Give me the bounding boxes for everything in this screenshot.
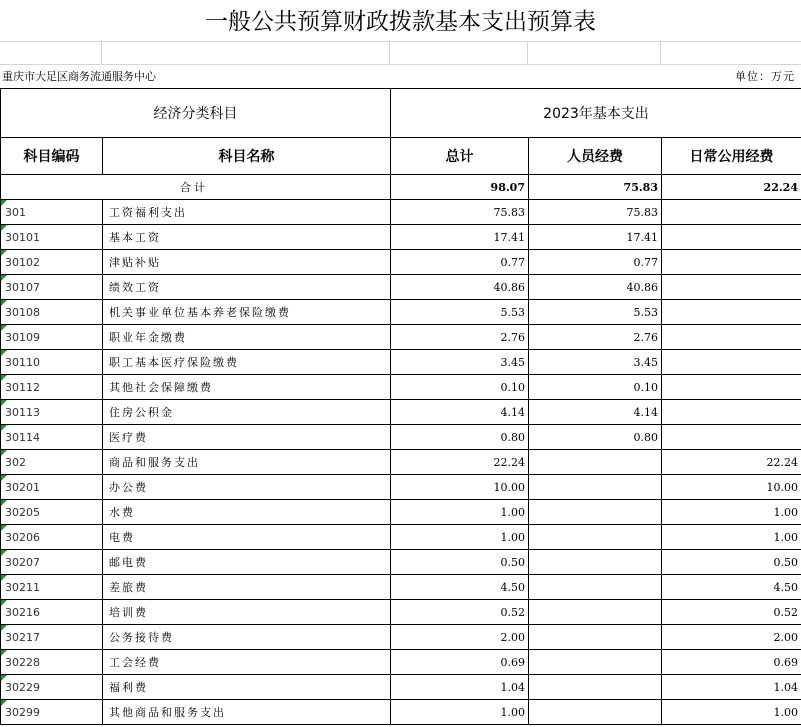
row-personnel-cell [529, 450, 662, 475]
row-daily-cell [662, 275, 801, 300]
row-personnel-cell: 75.83 [529, 200, 662, 225]
row-name-cell: 办公费 [103, 475, 391, 500]
code-col-header: 科目编码 [1, 138, 103, 175]
row-name-cell: 基本工资 [103, 225, 391, 250]
table-row [1, 200, 801, 225]
row-daily-cell: 2.00 [662, 625, 801, 650]
row-name-cell: 医疗费 [103, 425, 391, 450]
row-code-cell: 30217 [1, 625, 103, 650]
row-code-cell: 301 [1, 200, 103, 225]
row-daily-cell: 10.00 [662, 475, 801, 500]
table-row [1, 500, 801, 525]
header-row-2 [1, 138, 801, 175]
row-name-cell: 公务接待费 [103, 625, 391, 650]
row-total-cell: 4.50 [391, 575, 529, 600]
row-daily-cell: 0.52 [662, 600, 801, 625]
row-total-cell: 0.77 [391, 250, 529, 275]
table-row [1, 450, 801, 475]
row-daily-cell: 1.00 [662, 525, 801, 550]
row-personnel-cell: 0.80 [529, 425, 662, 450]
row-name-cell: 差旅费 [103, 575, 391, 600]
row-code-cell: 30228 [1, 650, 103, 675]
total-col-header: 总计 [391, 138, 529, 175]
table-row [1, 550, 801, 575]
total-personnel: 75.83 [529, 175, 662, 200]
row-daily-cell: 1.04 [662, 675, 801, 700]
row-personnel-cell [529, 575, 662, 600]
row-name-cell: 商品和服务支出 [103, 450, 391, 475]
row-code-cell: 30201 [1, 475, 103, 500]
row-code-cell: 30107 [1, 275, 103, 300]
row-name-cell: 水费 [103, 500, 391, 525]
row-personnel-cell [529, 550, 662, 575]
row-personnel-cell [529, 625, 662, 650]
row-name-cell: 住房公积金 [103, 400, 391, 425]
row-total-cell: 17.41 [391, 225, 529, 250]
row-name-cell: 电费 [103, 525, 391, 550]
row-code-cell: 30205 [1, 500, 103, 525]
table-row [1, 625, 801, 650]
row-name-cell: 职业年金缴费 [103, 325, 391, 350]
row-code-cell: 30102 [1, 250, 103, 275]
row-daily-cell [662, 225, 801, 250]
table-row [1, 250, 801, 275]
row-code-cell: 30113 [1, 400, 103, 425]
row-code-cell: 30229 [1, 675, 103, 700]
row-total-cell: 2.76 [391, 325, 529, 350]
row-personnel-cell [529, 675, 662, 700]
row-code-cell: 30207 [1, 550, 103, 575]
row-total-cell: 2.00 [391, 625, 529, 650]
row-daily-cell: 1.00 [662, 500, 801, 525]
econ-category-header: 经济分类科目 [1, 89, 391, 138]
row-name-cell: 福利费 [103, 675, 391, 700]
row-total-cell: 1.00 [391, 525, 529, 550]
row-daily-cell [662, 400, 801, 425]
row-total-cell: 0.69 [391, 650, 529, 675]
row-personnel-cell [529, 475, 662, 500]
table-row [1, 300, 801, 325]
table-row [1, 375, 801, 400]
row-name-cell: 绩效工资 [103, 275, 391, 300]
unit-row [0, 63, 801, 87]
row-total-cell: 40.86 [391, 275, 529, 300]
row-personnel-cell: 3.45 [529, 350, 662, 375]
table-row [1, 400, 801, 425]
row-total-cell: 4.14 [391, 400, 529, 425]
row-code-cell: 30110 [1, 350, 103, 375]
table-row [1, 675, 801, 700]
org-name: 重庆市大足区商务流通服务中心 [2, 70, 156, 83]
table-row [1, 225, 801, 250]
total-daily: 22.24 [662, 175, 801, 200]
row-code-cell: 302 [1, 450, 103, 475]
row-daily-cell: 1.00 [662, 700, 801, 725]
row-daily-cell [662, 375, 801, 400]
row-total-cell: 10.00 [391, 475, 529, 500]
row-personnel-cell: 0.77 [529, 250, 662, 275]
table-row [1, 275, 801, 300]
row-daily-cell [662, 350, 801, 375]
row-personnel-cell: 5.53 [529, 300, 662, 325]
row-daily-cell: 0.69 [662, 650, 801, 675]
row-name-cell: 邮电费 [103, 550, 391, 575]
row-daily-cell: 22.24 [662, 450, 801, 475]
row-total-cell: 1.00 [391, 700, 529, 725]
page-title: 一般公共预算财政拨款基本支出预算表 [205, 9, 596, 35]
row-personnel-cell [529, 500, 662, 525]
row-name-cell: 其他商品和服务支出 [103, 700, 391, 725]
personnel-col-header: 人员经费 [529, 138, 662, 175]
row-code-cell: 30114 [1, 425, 103, 450]
table-row [1, 600, 801, 625]
row-daily-cell [662, 250, 801, 275]
row-total-cell: 0.10 [391, 375, 529, 400]
unit-label: 单位：万元 [735, 70, 795, 83]
table-row [1, 350, 801, 375]
row-personnel-cell: 4.14 [529, 400, 662, 425]
row-daily-cell: 4.50 [662, 575, 801, 600]
budget-table [0, 88, 801, 725]
row-total-cell: 22.24 [391, 450, 529, 475]
row-code-cell: 30101 [1, 225, 103, 250]
row-code-cell: 30211 [1, 575, 103, 600]
row-total-cell: 1.04 [391, 675, 529, 700]
row-personnel-cell: 17.41 [529, 225, 662, 250]
row-code-cell: 30299 [1, 700, 103, 725]
row-total-cell: 75.83 [391, 200, 529, 225]
row-personnel-cell [529, 650, 662, 675]
name-col-header: 科目名称 [103, 138, 391, 175]
row-personnel-cell [529, 600, 662, 625]
row-name-cell: 机关事业单位基本养老保险缴费 [103, 300, 391, 325]
total-label: 合计 [1, 175, 391, 200]
row-name-cell: 工会经费 [103, 650, 391, 675]
table-row [1, 650, 801, 675]
row-code-cell: 30206 [1, 525, 103, 550]
row-name-cell: 职工基本医疗保险缴费 [103, 350, 391, 375]
row-total-cell: 0.80 [391, 425, 529, 450]
row-total-cell: 0.50 [391, 550, 529, 575]
row-daily-cell: 0.50 [662, 550, 801, 575]
table-row [1, 475, 801, 500]
total-row [1, 175, 801, 200]
row-personnel-cell: 2.76 [529, 325, 662, 350]
year-basic-header: 2023年基本支出 [391, 89, 801, 138]
row-total-cell: 3.45 [391, 350, 529, 375]
row-name-cell: 工资福利支出 [103, 200, 391, 225]
row-daily-cell [662, 300, 801, 325]
row-personnel-cell [529, 700, 662, 725]
header-row-1 [1, 89, 801, 138]
row-name-cell: 培训费 [103, 600, 391, 625]
total-sum: 98.07 [391, 175, 529, 200]
row-name-cell: 其他社会保障缴费 [103, 375, 391, 400]
row-code-cell: 30216 [1, 600, 103, 625]
daily-col-header: 日常公用经费 [662, 138, 801, 175]
row-daily-cell [662, 425, 801, 450]
row-name-cell: 津贴补贴 [103, 250, 391, 275]
table-row [1, 525, 801, 550]
row-code-cell: 30109 [1, 325, 103, 350]
row-personnel-cell: 40.86 [529, 275, 662, 300]
row-code-cell: 30112 [1, 375, 103, 400]
table-row [1, 700, 801, 725]
row-total-cell: 5.53 [391, 300, 529, 325]
table-row [1, 325, 801, 350]
row-personnel-cell: 0.10 [529, 375, 662, 400]
row-daily-cell [662, 200, 801, 225]
row-daily-cell [662, 325, 801, 350]
row-total-cell: 1.00 [391, 500, 529, 525]
row-code-cell: 30108 [1, 300, 103, 325]
row-total-cell: 0.52 [391, 600, 529, 625]
table-row [1, 425, 801, 450]
row-personnel-cell [529, 525, 662, 550]
table-row [1, 575, 801, 600]
blank-grid-row [0, 41, 801, 65]
